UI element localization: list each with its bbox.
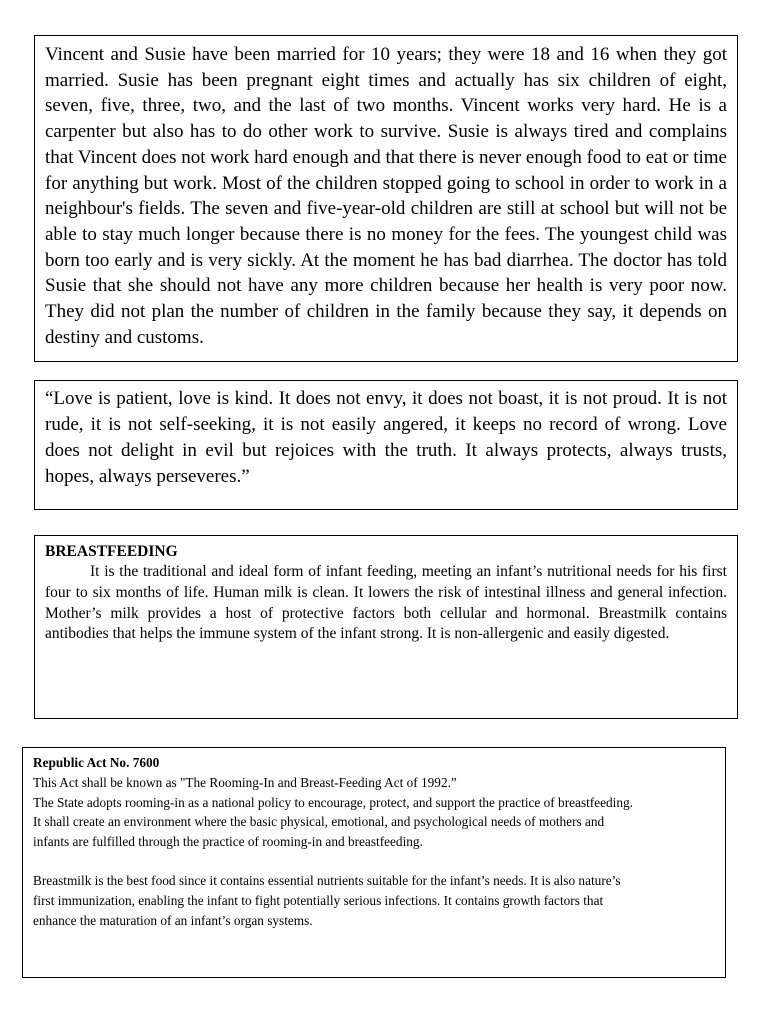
breastfeeding-heading: BREASTFEEDING bbox=[45, 543, 178, 560]
republic-act-box bbox=[22, 747, 726, 978]
breastmilk-line: first immunization, enabling the infant to fight potentially serious infections. It contains growth factors that bbox=[33, 892, 604, 908]
breastfeeding-paragraph: It is the traditional and ideal form of infant feeding, meeting an infant’s nutritional needs for his first four to six months of life. Human milk is clean. It lowers the risk of intestinal illness and general infection. Mother’s milk provides a host of protective factors both cellular and hormonal. Breastmilk contains antibodies that helps the immune system of the infant strong. It is non-allergenic and easily digested. bbox=[45, 563, 727, 643]
story-paragraph: Vincent and Susie have been married for 10 years; they were 18 and 16 when they got married. Susie has been pregnant eight times and actually has six children of eight, seven, five, three, two, and the last of two months. Vincent works very hard. He is a carpenter but also has to do other work to survive. Susie is always tired and complains that Vincent does not work hard enough and that there is never enough food to eat or time for anything but work. Most of the children stopped going to school in order to work in a neighbour's fields. The seven and five-year-old children are still at school but will not be able to stay much longer because there is no money for the fees. The youngest child was born too early and is very sickly. At the moment he has bad diarrhea. The doctor has told Susie that she should not have any more children because her health is very poor now. They did not plan the number of children in the family because they say, it depends on destiny and customs. bbox=[45, 44, 727, 348]
story-box bbox=[34, 35, 738, 362]
republic-act-line: The State adopts rooming-in as a national policy to encourage, protect, and support the practice of breastfeeding. bbox=[33, 794, 634, 810]
breastmilk-line: enhance the maturation of an infant’s organ systems. bbox=[33, 912, 313, 928]
breastmilk-line: Breastmilk is the best food since it contains essential nutrients suitable for the infant’s needs. It is also nature’s bbox=[33, 872, 621, 888]
republic-act-heading: Republic Act No. 7600 bbox=[33, 755, 160, 770]
love-quote-box bbox=[34, 380, 738, 510]
republic-act-line: It shall create an environment where the basic physical, emotional, and psychological needs of mothers and bbox=[33, 814, 605, 830]
breastfeeding-box bbox=[34, 535, 738, 719]
love-quote-paragraph: “Love is patient, love is kind. It does not envy, it does not boast, it is not proud. It is not rude, it is not self-seeking, it is not easily angered, it keeps no record of wrong. Love does not delight in evil but rejoices with the truth. It always protects, always trusts, hopes, always perseveres.” bbox=[45, 388, 727, 487]
republic-act-line: This Act shall be known as "The Rooming-In and Breast-Feeding Act of 1992.” bbox=[33, 774, 457, 790]
republic-act-line: infants are fulfilled through the practice of rooming-in and breastfeeding. bbox=[33, 834, 423, 850]
